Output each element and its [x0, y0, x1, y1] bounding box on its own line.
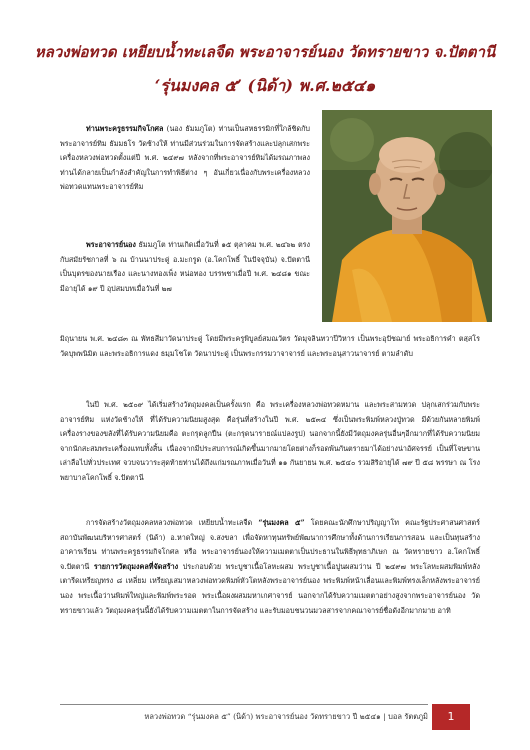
page-title: หลวงพ่อทวด เหยียบน้ำทะเลจืด พระอาจารย์นอง วัดทรายขาว จ.ปัตตานี: [34, 43, 496, 61]
creation-text-c: ประกอบด้วย พระบูชาเนื้อโลหะผสม พระบูชาเนื้อปูนผสมว่าน ปี ๒๔๙๗ พระโลหะผสมพิมพ์หลังเตารีดเหรียญทรง ๘ เหลี่ยม เหรียญเสมาหลวงพ่อทวดพิมพ์หัวโตหลังพระอาจารย์นอง พระพิมพ์หน้าเลื่อนและพิมพ์ทรงเล็กหลังพระอาจารย์นอง พระเนื้อว่านพิมพ์ใหญ่และพิมพ์พระรอด พระเนื้อผงผสมมหาเกศาจารย์ นอกจากได้รับความเมตตาอย่างสูงจากพระอาจารย์นอง วัดทรายขาวแล้ว วัตถุมงคลรุ่นนี้ยังได้รับความเมตตาในการจัดสร้าง และรับมอบชนวนมวลสารจากคณาจารย์ชื่อดังอีกมากมาย อาทิ: [60, 561, 480, 615]
history-paragraph: [60, 398, 480, 486]
biography-text: ธัมมภูโต ท่านเกิดเมื่อวันที่ ๑๕ ตุลาคม พ.ศ. ๒๔๖๒ ตรงกับสมัยรัชกาลที่ ๖ ณ บ้านนาประดู่ อ.มะกรูด (อ.โคกโพธิ์ ในปัจจุบัน) จ.ปัตตานี เป็นบุตรของนายเรือง และนางทองเพ็ง หน่อทอง บรรพชาเมื่อปี พ.ศ. ๒๔๘๑ ขณะมีอายุได้ ๑๙ ปี อุปสมบทเมื่อวันที่ ๒๗: [60, 240, 310, 293]
intro-paragraph: [60, 122, 310, 195]
footer-text: หลวงพ่อทวด “รุ่นมงคล ๕” (นิด้า) พระอาจารย์นอง วัดทรายขาว ปี ๒๕๔๑ | บอล รัตตภูมิ: [144, 712, 428, 721]
biography-bold-name: พระอาจารย์นอง: [86, 240, 136, 249]
biography-paragraph: [60, 238, 310, 296]
history-text: ในปี พ.ศ. ๒๕๐๙ ได้เริ่มสร้างวัตถุมงคลเป็นครั้งแรก คือ พระเครื่องหลวงพ่อทวดหมาน และพระสามทวด ปลุกเสกร่วมกับพระอาจารย์ทิม แห่งวัดช้างให้ ที่ได้รับความนิยมสูงสุด คือรุ่นที่สร้างในปี พ.ศ. ๒๕๓๔ ซึ่งเป็นพระพิมพ์หลวงปู่ทวด มีด้วยกันหลายพิมพ์ เครื่องรางของขลังที่ได้รับความนิยมคือ ตะกรุดลูกปืน (ตะกรุดนารายณ์แปลงรูป) นอกจากนี้ยังมีวัตถุมงคลรุ่นอื่นๆอีกมากที่ได้รับความนิยมจากนักสะสมพระเครื่องแทบทั้งสิ้น เนื่องจากมีประสบการณ์เกิดขึ้นมากมายโดยต่างก็รอดพ้นกันตรายมาได้อย่างน่าอัศจรรย์ เป็นที่โจษขานเล่าลือไปทั่วประเทศ จวบจนวาระสุดท้ายท่านได้ถึงแก่มรณภาพเมื่อวันที่ ๑๑ กันยายน พ.ศ. ๒๕๔๐ รวมสิริอายุได้ ๗๙ ปี ๕๘ พรรษา ณ โรงพยาบาลโคกโพธิ์ จ.ปัตตานี: [60, 400, 480, 482]
creation-text-a: การจัดสร้างวัตถุมงคลหลวงพ่อทวด เหยียบน้ำทะเลจืด: [86, 518, 259, 527]
intro-bold-name: ท่านพระครูธรรมกิจโกศล: [86, 124, 164, 133]
creation-text-b: โดยคณะนักศึกษาปริญญาโท คณะรัฐประศาสนศาสตร์ สถาบันพัฒนบริหารศาสตร์ (นิด้า) อ.หาดใหญ่ จ.สงขลา เพื่อจัดหาทุนทรัพย์พัฒนาการศึกษาทั้งด้านการเรียนการสอน และเป็นทุนสร้างอาคารเรียน ท่านพระครูธรรมกิจโกศล หรือ พระอาจารย์นองให้ความเมตตาเป็นประธานในพิธีพุทธาภิเษก ณ วัดทรายขาว อ.โคกโพธิ์ จ.ปัตตานี: [60, 518, 481, 571]
biography-continuation: มิถุนายน พ.ศ. ๒๔๘๓ ณ พัทธสีมาวัดนาประดู่ โดยมีพระครูพิบูลย์สมณวัตร วัดมุจลินทวาปีวิหาร เป็นพระอุปัชฌาย์ พระอธิการคำ ตสฺสโร วัดบุพพนิมิต และพระอธิการแดง ธมฺมโชโต วัดนาประดู่ เป็นพระกรรมวาจาจารย์ และพระอนุสาวนาจารย์ ตามลำดับ: [60, 334, 480, 358]
creation-bold-series: “รุ่นมงคล ๕”: [258, 518, 305, 527]
page-subtitle: ‘รุ่นมงคล ๕’ (นิด้า) พ.ศ.๒๕๔๑: [154, 76, 376, 95]
page-number-badge: 1: [432, 704, 470, 730]
amulet-creation-paragraph: [60, 516, 480, 618]
monk-portrait-photo: [322, 110, 492, 322]
footer-divider: [60, 704, 428, 705]
monk-portrait-drawing: [322, 110, 492, 322]
intro-text: (นอง ธัมมภูโต) ท่านเป็นสหธรรมิกที่ใกล้ชิดกับพระอาจารย์ทิม ธัมมธโร วัดช้างให้ ท่านมีส่วนร่วมในการจัดสร้างและปลุกเสกพระเครื่องหลวงพ่อทวดตั้งแต่ปี พ.ศ. ๒๔๙๗ หลังจากที่พระอาจารย์ทิมได้มรณภาพลง ท่านได้กลายเป็นกำลังสำคัญในการทำพิธีต่าง ๆ อันเกี่ยวเนื่องกับพระเครื่องหลวงพ่อทวดแทนพระอาจารย์ทิม: [60, 124, 310, 192]
creation-bold-items: รายการวัตถุมงคลที่จัดสร้าง: [93, 561, 179, 571]
